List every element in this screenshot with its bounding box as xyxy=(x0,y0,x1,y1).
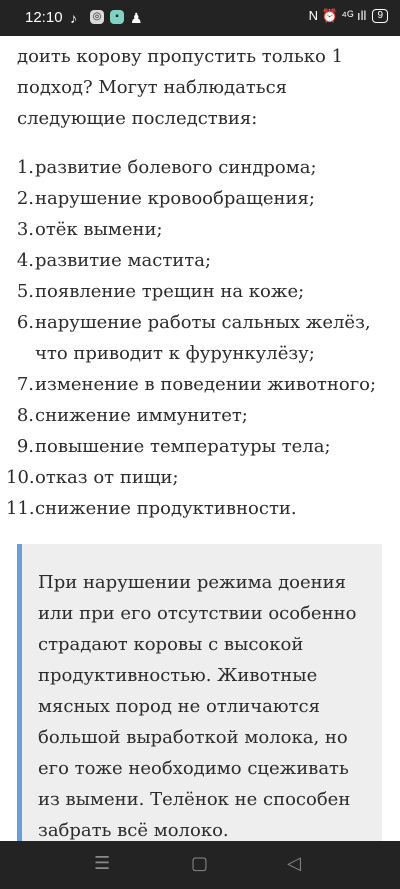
list-item-text: отказ от пищи; xyxy=(35,467,179,488)
back-button[interactable]: ◁ xyxy=(287,853,301,874)
list-number: 5. xyxy=(16,281,34,302)
list-number: 4. xyxy=(16,250,34,271)
list-item-text: появление трещин на коже; xyxy=(35,281,305,302)
person-icon: ♟ xyxy=(130,10,143,26)
list-item xyxy=(0,183,400,214)
nav-bar xyxy=(0,841,400,889)
list-item-text: отёк вымени; xyxy=(35,219,163,240)
list-item-text: изменение в поведении животного; xyxy=(35,374,377,395)
list-item-text: повышение температуры тела; xyxy=(35,436,331,457)
list-item-text: развитие болевого синдрома; xyxy=(35,157,317,178)
list-item xyxy=(0,245,400,276)
list-number: 3. xyxy=(16,219,34,240)
list-number: 10. xyxy=(6,467,35,488)
quote-text: При нарушении режима доения или при его отсутствии особенно страдают коровы с высокой продуктивностью. Животные мясных пород не отличаются большой выработкой молока, но его тоже необходимо сцеживать из вымени. Телёнок не способен забрать всё молоко. xyxy=(38,572,357,841)
list-item-text: развитие мастита; xyxy=(35,250,212,271)
home-button[interactable]: ▢ xyxy=(191,853,209,874)
intro-text: доить корову пропустить только 1 подход? Могут наблюдаться следующие последствия: xyxy=(17,46,344,129)
list-number: 6. xyxy=(16,312,34,333)
list-item xyxy=(0,462,400,493)
list-item xyxy=(0,214,400,245)
status-bar xyxy=(0,0,400,36)
list-number: 8. xyxy=(16,405,34,426)
list-item xyxy=(0,152,400,183)
signal-icons: N ⏰ ⁴ᴳ ıll xyxy=(308,8,367,23)
battery-icon: 9 xyxy=(372,9,388,23)
list-item xyxy=(0,369,400,400)
tiktok-icon: ♪ xyxy=(70,10,77,26)
status-right xyxy=(309,8,388,24)
list-number: 1. xyxy=(16,157,34,178)
list-item-text: снижение продуктивности. xyxy=(35,498,297,519)
status-time: 12:10 xyxy=(25,9,63,26)
list-item xyxy=(0,276,400,307)
chat-icon: ▪ xyxy=(110,10,124,24)
article-content xyxy=(0,36,400,841)
list-number: 2. xyxy=(16,188,34,209)
list-item xyxy=(0,307,400,369)
list-number: 9. xyxy=(16,436,34,457)
list-item xyxy=(0,493,400,524)
list-item-text: нарушение работы сальных желёз, что приводит к фурункулёзу; xyxy=(35,312,371,364)
list-item xyxy=(0,400,400,431)
list-item xyxy=(0,431,400,462)
quote-block xyxy=(17,544,382,841)
list-number: 11. xyxy=(6,498,35,519)
list-item-text: нарушение кровообращения; xyxy=(35,188,315,209)
list-number: 7. xyxy=(16,374,34,395)
app-icon: ◎ xyxy=(90,10,104,24)
recent-apps-button[interactable]: ☰ xyxy=(94,853,111,874)
list-item-text: снижение иммунитет; xyxy=(35,405,248,426)
consequences-list xyxy=(0,152,400,524)
